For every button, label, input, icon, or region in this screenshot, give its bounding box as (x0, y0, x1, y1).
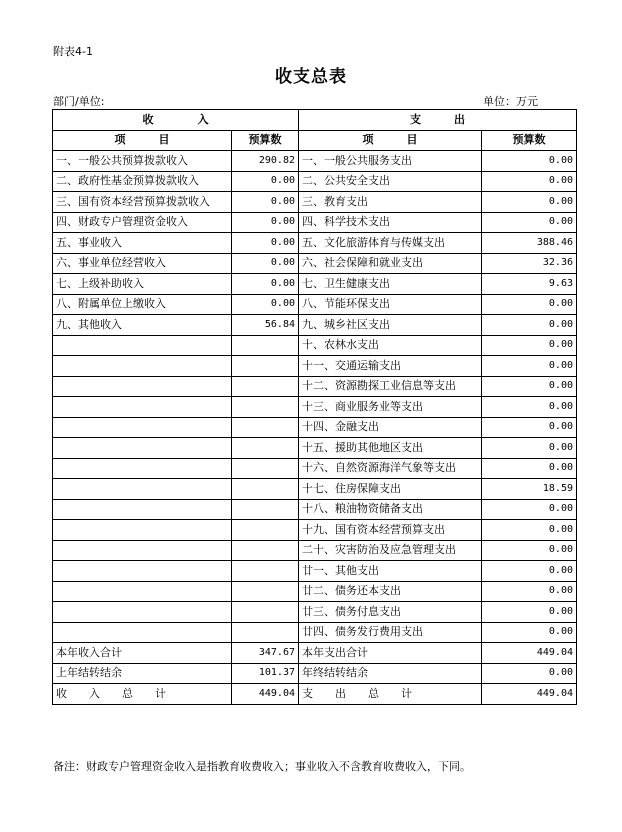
table-body (53, 110, 577, 705)
income-item-cell (53, 540, 232, 561)
expense-value-cell: 0.00 (482, 540, 577, 561)
expense-value-cell: 0.00 (482, 499, 577, 520)
expense-item-cell: 十六、自然资源海洋气象等支出 (299, 458, 482, 479)
column-header-row (53, 130, 577, 151)
income-value-cell (232, 540, 299, 561)
expense-item-cell: 廿四、债务发行费用支出 (299, 622, 482, 643)
income-item-cell (53, 438, 232, 459)
income-item-cell (53, 458, 232, 479)
table-row (53, 151, 577, 172)
expense-budget-header: 预算数 (482, 130, 577, 151)
page-title: 收支总表 (275, 67, 347, 87)
expense-item-cell: 十五、援助其他地区支出 (299, 438, 482, 459)
expense-item-cell: 五、文化旅游体育与传媒支出 (299, 233, 482, 254)
income-value-cell (232, 520, 299, 541)
income-value-cell (232, 438, 299, 459)
income-item-cell (53, 499, 232, 520)
expense-value-cell: 0.00 (482, 581, 577, 602)
income-value-cell (232, 581, 299, 602)
income-value-cell: 0.00 (232, 171, 299, 192)
income-value-cell: 0.00 (232, 192, 299, 213)
expense-item-cell: 十一、交通运输支出 (299, 356, 482, 377)
income-value-cell (232, 417, 299, 438)
table-row (53, 479, 577, 500)
income-value-cell (232, 356, 299, 377)
income-value-cell (232, 561, 299, 582)
expense-item-cell: 二十、灾害防治及应急管理支出 (299, 540, 482, 561)
expense-item-cell: 二、公共安全支出 (299, 171, 482, 192)
income-item-cell (53, 356, 232, 377)
expense-item-cell: 廿一、其他支出 (299, 561, 482, 582)
expense-value-cell: 0.00 (482, 520, 577, 541)
expense-value-cell: 0.00 (482, 438, 577, 459)
summary-row (53, 684, 577, 705)
expense-section-header: 支 出 (299, 110, 577, 131)
expense-item-header: 项 目 (299, 130, 482, 151)
expense-item-cell: 七、卫生健康支出 (299, 274, 482, 295)
income-value-cell: 347.67 (232, 643, 299, 664)
table-row (53, 376, 577, 397)
income-value-cell (232, 499, 299, 520)
table-row (53, 520, 577, 541)
income-value-cell: 449.04 (232, 684, 299, 705)
table-row (53, 212, 577, 233)
income-item-cell (53, 602, 232, 623)
table-row (53, 274, 577, 295)
expense-value-cell: 0.00 (482, 663, 577, 684)
income-section-header: 收 入 (53, 110, 299, 131)
expense-value-cell: 0.00 (482, 192, 577, 213)
expense-item-cell: 九、城乡社区支出 (299, 315, 482, 336)
income-item-cell: 三、国有资本经营预算拨款收入 (53, 192, 232, 213)
income-value-cell (232, 479, 299, 500)
expense-item-cell: 十三、商业服务业等支出 (299, 397, 482, 418)
income-item-cell: 一、一般公共预算拨款收入 (53, 151, 232, 172)
income-item-cell: 七、上级补助收入 (53, 274, 232, 295)
income-value-cell: 56.84 (232, 315, 299, 336)
income-item-header: 项 目 (53, 130, 232, 151)
income-value-cell (232, 622, 299, 643)
expense-value-cell: 0.00 (482, 622, 577, 643)
income-item-cell (53, 417, 232, 438)
income-value-cell: 0.00 (232, 253, 299, 274)
income-item-cell (53, 376, 232, 397)
summary-row (53, 663, 577, 684)
income-value-cell: 0.00 (232, 233, 299, 254)
income-value-cell: 101.37 (232, 663, 299, 684)
expense-item-cell: 十九、国有资本经营预算支出 (299, 520, 482, 541)
expense-item-cell: 十、农林水支出 (299, 335, 482, 356)
expense-value-cell: 449.04 (482, 684, 577, 705)
table-row (53, 602, 577, 623)
expense-value-cell: 0.00 (482, 356, 577, 377)
expense-item-cell: 年终结转结余 (299, 663, 482, 684)
income-item-cell: 上年结转结余 (53, 663, 232, 684)
income-item-cell (53, 520, 232, 541)
expense-value-cell: 0.00 (482, 212, 577, 233)
expense-value-cell: 0.00 (482, 315, 577, 336)
expense-value-cell: 0.00 (482, 294, 577, 315)
expense-item-cell: 本年支出合计 (299, 643, 482, 664)
section-header-row (53, 110, 577, 131)
table-row (53, 253, 577, 274)
table-row (53, 417, 577, 438)
income-value-cell: 290.82 (232, 151, 299, 172)
expense-value-cell: 9.63 (482, 274, 577, 295)
expense-value-cell: 0.00 (482, 458, 577, 479)
table-row (53, 458, 577, 479)
income-item-cell: 八、附属单位上缴收入 (53, 294, 232, 315)
table-row (53, 540, 577, 561)
expense-item-cell: 四、科学技术支出 (299, 212, 482, 233)
income-value-cell (232, 602, 299, 623)
income-value-cell: 0.00 (232, 274, 299, 295)
table-row (53, 171, 577, 192)
expense-item-cell: 支 出 总 计 (299, 684, 482, 705)
income-item-cell: 九、其他收入 (53, 315, 232, 336)
expense-item-cell: 十八、粮油物资储备支出 (299, 499, 482, 520)
expense-item-cell: 一、一般公共服务支出 (299, 151, 482, 172)
income-item-cell: 四、财政专户管理资金收入 (53, 212, 232, 233)
table-row (53, 397, 577, 418)
income-value-cell: 0.00 (232, 294, 299, 315)
income-budget-header: 预算数 (232, 130, 299, 151)
expense-value-cell: 32.36 (482, 253, 577, 274)
income-item-cell (53, 397, 232, 418)
expense-item-cell: 六、社会保障和就业支出 (299, 253, 482, 274)
unit-label: 单位：万元 (483, 95, 538, 108)
income-value-cell (232, 397, 299, 418)
income-item-cell: 二、政府性基金预算拨款收入 (53, 171, 232, 192)
expense-value-cell: 0.00 (482, 417, 577, 438)
income-item-cell (53, 479, 232, 500)
summary-row (53, 643, 577, 664)
table-row (53, 192, 577, 213)
expense-value-cell: 0.00 (482, 602, 577, 623)
attachment-number: 附表4-1 (53, 45, 93, 58)
income-item-cell (53, 335, 232, 356)
table-row (53, 438, 577, 459)
expense-item-cell: 十四、金融支出 (299, 417, 482, 438)
footnote: 备注：财政专户管理资金收入是指教育收费收入；事业收入不含教育收费收入，下同。 (53, 760, 471, 773)
income-value-cell (232, 335, 299, 356)
income-value-cell (232, 376, 299, 397)
income-value-cell: 0.00 (232, 212, 299, 233)
income-item-cell (53, 581, 232, 602)
expense-item-cell: 八、节能环保支出 (299, 294, 482, 315)
table-row (53, 581, 577, 602)
table-row (53, 499, 577, 520)
expense-item-cell: 三、教育支出 (299, 192, 482, 213)
expense-value-cell: 0.00 (482, 335, 577, 356)
expense-value-cell: 388.46 (482, 233, 577, 254)
income-item-cell: 六、事业单位经营收入 (53, 253, 232, 274)
table-row (53, 622, 577, 643)
department-label: 部门/单位: (53, 95, 105, 108)
income-value-cell (232, 458, 299, 479)
income-item-cell (53, 561, 232, 582)
table-row (53, 294, 577, 315)
expense-value-cell: 18.59 (482, 479, 577, 500)
table-row (53, 233, 577, 254)
income-item-cell (53, 622, 232, 643)
expense-value-cell: 0.00 (482, 151, 577, 172)
budget-summary-table (52, 109, 577, 705)
income-item-cell: 五、事业收入 (53, 233, 232, 254)
table-row (53, 315, 577, 336)
expense-value-cell: 449.04 (482, 643, 577, 664)
expense-value-cell: 0.00 (482, 397, 577, 418)
table-row (53, 561, 577, 582)
expense-value-cell: 0.00 (482, 376, 577, 397)
expense-item-cell: 廿三、债务付息支出 (299, 602, 482, 623)
expense-value-cell: 0.00 (482, 171, 577, 192)
income-item-cell: 收 入 总 计 (53, 684, 232, 705)
expense-value-cell: 0.00 (482, 561, 577, 582)
table-row (53, 356, 577, 377)
expense-item-cell: 十七、住房保障支出 (299, 479, 482, 500)
table-row (53, 335, 577, 356)
expense-item-cell: 十二、资源勘探工业信息等支出 (299, 376, 482, 397)
expense-item-cell: 廿二、债务还本支出 (299, 581, 482, 602)
income-item-cell: 本年收入合计 (53, 643, 232, 664)
